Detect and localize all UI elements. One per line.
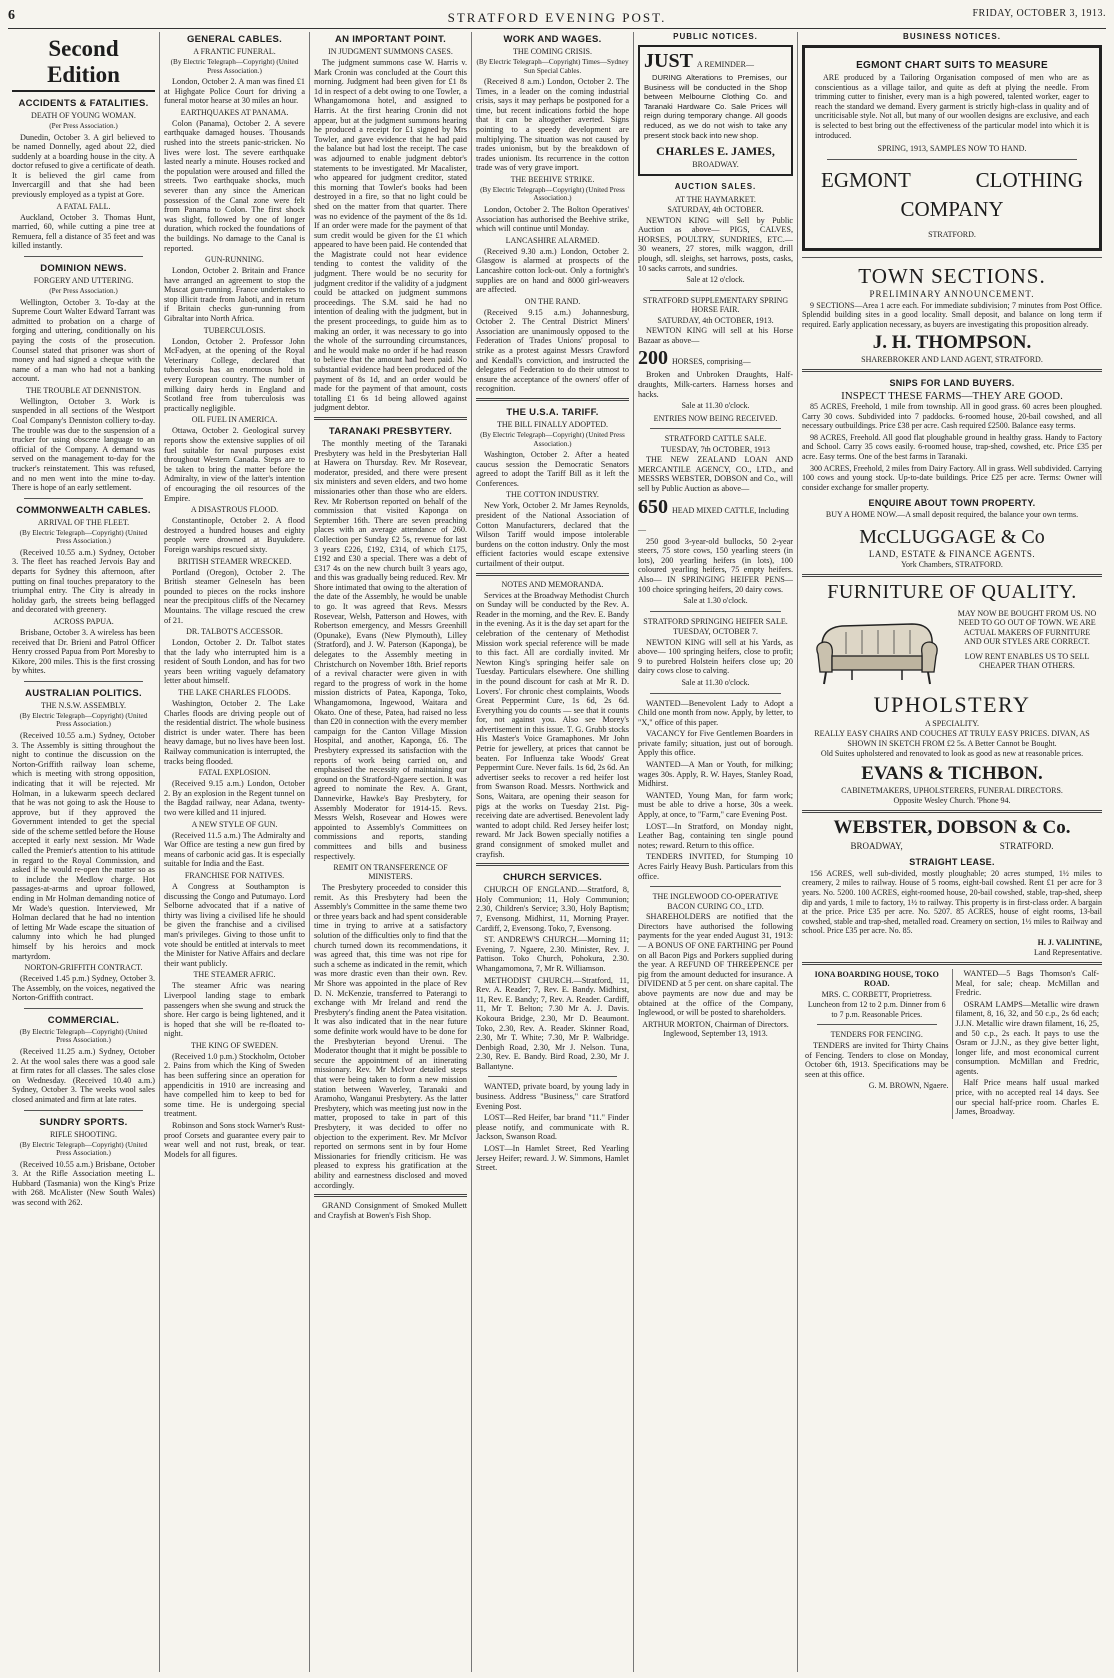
ad-text: SHAREHOLDERS are notified that the Directors have authorised the following payments for the year ended August 31, 1913:— A BONUS OF ONE FARTHING per Pound on all Bacon Pigs and Porkers supplied during the year. A REFUND OF THREEPENCE per pig from the amount deducted for insurance. A DIVIDEND at 5 per cent. on share capital. The above payments are now due and may be obtained at the office of the Company, Inglewood, or will be posted to shareholders. (638, 912, 793, 1018)
ad-heading: AT THE HAYMARKET. (675, 194, 756, 204)
divider (817, 1024, 937, 1025)
classified-ad: WANTED—5 Bags Thomson's Calf-Meal, for sale; cheap. McMillan and Fredric. (955, 968, 1099, 998)
article-text: (Received 10.55 a.m.) Brisbane, October 3. At the Rifle Association meeting L. Hubbard (Tasmania) won the King's Prize with 268. McAlister (New South Wales) was second with 262. (12, 1159, 155, 1207)
masthead (8, 6, 1106, 29)
heading-commercial: COMMERCIAL. (47, 1014, 120, 1026)
ad-text: NEWTON KING will sell at his Yards, as above— 100 springing heifers, close to profit; 9 to purebred Holstein heifers close up; 20 dairy cows close to calving. (638, 637, 793, 676)
company-town: STRATFORD. (928, 229, 976, 239)
ad-title: SNIPS FOR LAND BUYERS. (889, 377, 1015, 388)
article-text: ST. ANDREW'S CHURCH.—Morning 11; Evening, 7. Ngaere, 2.30. Minister, Rev. J. Pattison. Toko Church, Pohokura, 2.30. Whangamomona, 7, Mr R. Williamson. (476, 935, 629, 973)
egmont-name-row (821, 168, 1083, 193)
edition-banner: Second Edition (12, 36, 155, 92)
article-text: Constantinople, October 2. A flood destroyed a hundred houses and eighty people were drowned at Buyukdere. Foreign warships rescued sixty. (164, 516, 305, 554)
heading-sundry: SUNDRY SPORTS. (39, 1116, 128, 1128)
bottom-ads-row (802, 969, 1102, 1119)
webster-street: BROADWAY, (850, 840, 903, 851)
ad-title: UPHOLSTERY (873, 691, 1031, 717)
article-text: (Received 9.30 a.m.) London, October 2. Glasgow is alarmed at prospects of the Lancashire cotton lock-out. Only a fortnight's supplies are on hand and 8000 girl-weavers are affected. (476, 246, 629, 295)
evans-address: Opposite Wesley Church. 'Phone 94. (893, 796, 1011, 806)
source-line: (Per Press Association.) (49, 122, 118, 130)
subheading: THE KING OF SWEDEN. (190, 1040, 279, 1050)
divider (476, 398, 629, 401)
farm-listing: 85 ACRES, Freehold, 1 mile from township. All in good grass. 60 acres been ploughed. Carry 30 cows. Subdivided into 7 paddocks. 6-roomed house, 20-bail cowshed, and all necessary outbuildings. Price £38 per acre. Cash required £2500. Balance easy terms. (802, 401, 1102, 431)
sofa-illustration-panel (802, 608, 952, 690)
article-text: CHURCH OF ENGLAND.—Stratford, 8, Holy Communion; 11, Holy Communion; 2.30, Children's Service; 3.30, Holy Baptism; 7, Evensong. Midhirst, 11, Morning Prayer. Cardiff, 2, Evensong. Toko, 7, Evensong. (476, 885, 629, 933)
ad-text: NEWTON KING will sell at his Horse Bazaar as above— (638, 326, 793, 345)
source-line: (By Electric Telegraph—Copyright) (United Press Association.) (170, 58, 299, 75)
article-text: London, October 2. Dr. Talbot states that the lady who interrupted him is a resident of South London, and has for two years been writing vaguely defamatory letter about himself. (164, 638, 305, 686)
ad-title: ENQUIRE ABOUT TOWN PROPERTY. (868, 498, 1036, 509)
column-6 (798, 32, 1106, 1672)
article-text: (Received 8 a.m.) London, October 2. The Times, in a leader on the coming industrial crisis, says it may perhaps be postponed for a time, but recent indications forbid the hope that it can be altogether averted. Signs pointing to a speedy development are multiplying. The situation was not caused by trades unionism, but by the breakdown of trades unionism. Its recurrence in the cotton trade was of very grave import. (476, 77, 629, 173)
classified-ad: Half Price means half usual marked price, with no accepted real 14 days. See our special half-price room. Charles E. James, Broadway. (955, 1078, 1099, 1117)
mccluggage-name: McCLUGGAGE & Co (859, 525, 1045, 548)
subheading: THE N.S.W. ASSEMBLY. (41, 700, 126, 710)
valintine-title: Land Representative. (1034, 948, 1102, 958)
source-line: (By Electric Telegraph—Copyright) (United Press Association.) (19, 1140, 148, 1158)
source-line: (Per Press Association.) (49, 287, 118, 296)
ad-heading: THE INGLEWOOD CO-OPERATIVE BACON CURING CO., LTD. (652, 892, 779, 911)
page-number: 6 (8, 8, 15, 23)
charles-james-name: CHARLES E. JAMES, (656, 144, 775, 159)
divider (314, 417, 467, 420)
subheading: FRANCHISE FOR NATIVES. (184, 870, 285, 880)
ad-date: TUESDAY, 7th OCTOBER, 1913 (661, 444, 770, 454)
source-line: (By Electric Telegraph—Copyright) (United Press Association.) (19, 528, 148, 546)
ad-text: NEWTON KING will Sell by Public Auction as above— PIGS, CALVES, HORSES, POULTRY, SUNDRIES, ETC.— 30 weaners, 27 stores, milk waggon, drill plough, sdl. sleighs, set harrows, posts, casks, 10 sacks carrots, and sundries. (638, 215, 793, 273)
heading-presbytery: TARANAKI PRESBYTERY. (328, 425, 453, 437)
sofa-illustration (812, 610, 942, 688)
article-text: (Received 11.25 a.m.) Sydney, October 2. At the wool sales there was a good sale at firm rates for all classes. The sales close on Wednesday. (Received 10.40 a.m.) Sydney, October 3. The weeks wool sales closed animated and firm at late rates. (12, 1046, 155, 1104)
ad-signature: ARTHUR MORTON, Chairman of Directors. Inglewood, September 13, 1913. (642, 1019, 789, 1039)
subheading: BRITISH STEAMER WRECKED. (177, 556, 292, 566)
classified-ad: TENDERS INVITED, for Stumping 10 Acres Fairly Heavy Bush. Particulars from this office. (638, 852, 793, 881)
subheading: THE TROUBLE AT DENNISTON. (25, 385, 142, 395)
subheading: DEATH OF YOUNG WOMAN. (31, 111, 136, 120)
ad-date: SATURDAY, 4th OCTOBER, 1913. (657, 315, 774, 325)
bottom-ads-right (953, 969, 1103, 1119)
divider (802, 574, 1102, 577)
divider (802, 369, 1102, 372)
article-text: (Received 1.45 p.m.) Sydney, October 3. The Assembly, on the voices, negatived the Norton-Griffith contract. (12, 974, 155, 1003)
article-text: (Received 10.55 a.m.) Sydney, October 3. The Assembly is sitting throughout the night to continue the discussion on the Norton-Griffith railway loan scheme, which is meeting with strong opposition, indicating that it will be rejected. Mr Holman, in a lukewarm speech declared that he was not going to ask the House to approve, but if they approved the Government intended to get the special side of the scheme settled before the House accepted it early next session. Mr Wade called the Premier's attention to his attitude in regard to the Royal Commission, and asked if he would re-open the matter so as to include the Medlow charge. Hot passages-at-arms and uproar followed, ending in Mr Holman demanding notice of Mr Wade's question. Interviewed, Mr Holman declared that he had no intention of letting Mr Wade escape the situation of calumny into which he had plunged himself by his heroics and mock martyrdom. (12, 730, 155, 961)
divider (488, 1076, 617, 1077)
article-text: Colon (Panama), October 2. A severe earthquake damaged houses. Thousands rushed into the streets panic-stricken. No lives were lost. The severe earthquake lasted nearly a minute. Houses rocked and the population were aroused and filled the streets. Two earthquake shocks, much severer than any since the American possession of the Canal zone were felt from Panama to Colon. The first shock was slight, followed by one of longer duration, which rocked the foundations of the buildings. No damage to the Canal is reported. (164, 118, 305, 253)
subheading: THE COMING CRISIS. (513, 47, 592, 56)
columns (8, 32, 1106, 1672)
divider (802, 257, 1102, 258)
divider (650, 886, 781, 887)
article-text: METHODIST CHURCH.—Stratford, 11, Rev. A. Reader; 7, Rev. E. Bandy. Midhirst, 11, Rev. E. Bandy; 7, Rev. A. Reader. Cardiff, 11, Mr T. Belton; 7.30 Mr A. J. Davis. Kokoura Bridge, 2.30, Mr D. Beaumont. Toko, 2.30, Rev. A. Reader. Skinner Road, 2.30, Mr T. White; 7.30, Mr P. Walbridge. Denbigh Road, 2.30, Mr J. Nelson. Tuna, 2.30, Rev. E. Bandy. Bird Road, 2.30, Mr J. Ballantyne. (476, 975, 629, 1071)
article-text: (Received 1.0 p.m.) Stockholm, October 2. Pains from which the King of Sweden has been suffering since an operation for appendicitis in 1910 are increasing and have compelled him to keep to bed for some time. He is undergoing special treatment. (164, 1051, 305, 1119)
webster-town: STRATFORD. (999, 840, 1054, 851)
divider (650, 693, 781, 694)
heading-accidents: ACCIDENTS & FATALITIES. (18, 98, 149, 109)
classified-ad: LOST—Red Heifer, bar brand "11." Finder please notify, and communicate with R. Jackson, Swanson Road. (476, 1113, 629, 1142)
article-text: The judgment summons case W. Harris v. Mark Cronin was concluded at the Court this morning. Judgment had been given for £1 8s 1d in respect of a debt owing to one Towler, a Whangamomona hotel, and assigned to Harris. At the first hearing Cronin did not appear, but at the judgment summons hearing he produced a receipt for £1 signed by Mrs Towler, and gave evidence that he had paid the balance but had lost the receipt. The case was adjourned to enable judgment debtor's statements to be investigated. Mr Macalister, who appeared for judgment creditor, stated this morning that Towler's books had been destroyed in a fire, so that no light could be shed on the matter from that quarter. There was no evidence of the payment of the 8s 1d. If an order were made for the payment of that sum credit would be given for the £1 which appeared to have been paid. He contended that the Magistrate could not hear evidence tending to contest the validity of the judgment. There would be no security for judgment creditor if the validity of a judgment could be attacked on judgment summons proceedings. The S.M. said he had no intention of dealing with the judgment, but in the present proceedings, to guide him as to making an order, it was necessary to go into the whole of the surrounding circumstances, and he would make no order if he had reason to believe that the amount had been paid. No substantial evidence had been produced of the payment of 8s 1d, and an order would be made for the payment of that amount, costs totalling £1 6s 1d being allowed against judgment debtor. (314, 58, 467, 413)
column-1 (8, 32, 160, 1672)
evans-name: EVANS & TICHBON. (861, 762, 1043, 784)
valintine-name: H. J. VALINTINE, (1037, 937, 1102, 947)
subheading: THE BEEHIVE STRIKE. (510, 174, 595, 184)
ad-time: Sale at 11.30 o'clock. (681, 401, 750, 411)
subheading: EARTHQUAKES AT PANAMA. (180, 107, 289, 117)
subheading: FORGERY AND UTTERING. (33, 276, 134, 286)
column-3 (310, 32, 472, 1672)
company-word: EGMONT (821, 167, 911, 192)
heading-work-wages: WORK AND WAGES. (503, 34, 602, 45)
ad-date: SATURDAY, 4th OCTOBER. (667, 205, 764, 215)
farm-listing: 300 ACRES, Freehold, 2 miles from Dairy Factory. All in grass. Well subdivided. Carrying 100 cows and young stock. Up-to-date buildings. Price £25 per acre. Terms: Owner will consider exchange for smaller property. (802, 463, 1102, 492)
horse-count-label: HORSES, comprising— (672, 357, 751, 367)
fencing-text: TENDERS are invited for Thirty Chains of Fencing. Tenders to close on Monday, October 6th, 1913. Specifications may be seen at this office. (805, 1040, 949, 1079)
subheading: RIFLE SHOOTING. (49, 1129, 118, 1139)
subheading: THE BILL FINALLY ADOPTED. (496, 420, 609, 430)
farm-listing: 98 ACRES, Freehold. All good flat ploughable ground in healthy grass. Handy to Factory and School. Carry 35 cows easily. 6-roomed house, trap-shed, cowshed, etc. Price £35 per acre. Easy terms. One of the best farms in Taranaki. (802, 432, 1102, 461)
article-text: London, October 2. The Bolton Operatives' Association has authorised the Beehive strike, which will continue until Monday. (476, 204, 629, 234)
divider (827, 159, 1077, 160)
article-text: London, October 2. Britain and France have arranged an agreement to stop the Muscat gun-running. France undertakes to stop illicit trade from Jaboti, and in return if Britain checks gun-running from Gibraltar into North Africa. (164, 266, 305, 324)
divider (802, 810, 1102, 813)
subheading: ON THE RAND. (524, 296, 581, 306)
subheading: ACROSS PAPUA. (53, 616, 114, 626)
company-word: CLOTHING (975, 167, 1083, 192)
article-text: Washington, October 2. After a heated caucus session the Democratic Senators agreed to adopt the Tariff Bill as it left the Conferences. (476, 450, 629, 488)
article-text: Wellington, October 3. Work is suspended in all sections of the Westport Coal Company's Denniston colliery to-day. The trouble was due to the suspension of a trucker for using obscene language to an official of the Company. A demand was served on the management to-day for the trucker's reinstatement. This was refused, and no men went into the mine to-day. There is hope of an early settlement. (12, 396, 155, 493)
classified-ad: VACANCY for Five Gentlemen Boarders in private family; situation, just out of borough. Apply this office. (638, 729, 793, 758)
divider (476, 863, 629, 866)
article-text: (Received 10.55 a.m.) Sydney, October 3. The fleet has reached Jervois Bay and departs for Sydney this afternoon, after putting on final touches preparatory to the triumphal entry. The City is already in holiday garb, the streets being beflagged and decorated with greenery. (12, 547, 155, 615)
heading-public-notices: PUBLIC NOTICES. (673, 32, 758, 41)
issue-date: FRIDAY, OCTOBER 3, 1913. (972, 8, 1106, 19)
ad-subtitle: PRELIMINARY ANNOUNCEMENT. (869, 289, 1035, 300)
classified-ad: WANTED—A Man or Youth, for milking; wages 30s. Apply, R. W. Hayes, Stanley Road, Midhirst. (638, 760, 793, 789)
subheading: FATAL EXPLOSION. (198, 768, 271, 778)
horse-count: 200 (638, 347, 668, 370)
entries-notice: ENTRIES NOW BEING RECEIVED. (653, 413, 778, 423)
subheading: A NEW STYLE OF GUN. (191, 819, 278, 829)
subheading: THE COTTON INDUSTRY. (506, 490, 599, 500)
ad-text: Old Suites upholstered and renovated to look as good as new at reasonable prices. (820, 749, 1084, 759)
subheading: NORTON-GRIFFITH CONTRACT. (24, 963, 143, 973)
heading-business-notices: BUSINESS NOTICES. (903, 32, 1001, 41)
ad-text: 250 good 3-year-old bullocks, 50 2-year steers, 75 store cows, 150 yearling steers (in lots), 200 yearling heifers (in lots), 100 coloured yearling heifers, 75 empty heifers. Also— IN SPRINGING HEIFER PENS— 100 choice springing heifers, 20 dairy cows. (638, 536, 793, 594)
subheading: GUN-RUNNING. (205, 255, 264, 265)
divider (476, 573, 629, 576)
heading-church-services: CHURCH SERVICES. (502, 872, 603, 884)
article-text: Wellington, October 3. To-day at the Supreme Court Walter Edward Tarrant was admitted to probation on a charge of forging and uttering, conditionally on his paying the costs of the prosecution. Counsel stated that prisoner was short of money and had signed a cheque with the name of a man who had not a banking account. (12, 297, 155, 384)
subheading: IN JUDGMENT SUMMONS CASES. (328, 47, 453, 56)
ad-subtitle: SPRING, 1913, SAMPLES NOW TO HAND. (877, 144, 1027, 154)
furniture-text-panel (952, 608, 1102, 690)
just-title: JUST (644, 50, 693, 72)
article-text: New York, October 2. Mr James Reynolds, president of the National Association of Cotton Manufacturers, declared that the Wilson Tariff would impose intolerable burdens on the cotton industry. Only the most efficient factories would escape extensive curtailment of their output. (476, 501, 629, 568)
article-text: A Congress at Southampton is discussing the Congo and Putumayo. Lord Selborne advocated that if a native of thirty was living a civilised life he should be given the franchise and a civilised man's privileges. Giving to those unfit to vote should be entitled at intervals to meet the Minister for Native Affairs and declare their want publicly. (164, 881, 305, 968)
divider (650, 428, 781, 429)
ad-text: THE NEW ZEALAND LOAN AND MERCANTILE AGENCY, CO., LTD., and MESSRS WEBSTER, DOBSON and Co., will sell by Public Auction as above— (638, 455, 793, 493)
ad-title: TOWN SECTIONS. (858, 264, 1046, 289)
divider (24, 1110, 143, 1111)
classified-ad: WANTED, private board, by young lady in business. Address "Business," care Stratford Evening Post. (476, 1082, 629, 1111)
classified-ad: WANTED, Young Man, for farm work; must be able to drive a horse, 30s a week. Apply, at once, to "Farm," care Evening Post. (638, 790, 793, 820)
ad-title: EGMONT CHART SUITS TO MEASURE (856, 60, 1048, 71)
newspaper-title: STRATFORD EVENING POST. (447, 10, 667, 25)
iona-title: IONA BOARDING HOUSE, TOKO ROAD. (814, 969, 939, 989)
article-text: Washington, October 2. The Lake Charles floods are driving people out of the residential district. The whole business district is under water. There has been heavy damage, but no lives have been lost. Railway communication is interrupted, the tracks being flooded. (164, 699, 305, 766)
company-word: COMPANY (900, 196, 1004, 221)
iona-text: Luncheon from 12 to 2 p.m. Dinner from 6 to 7 p.m. Reasonable Prices. (807, 1000, 946, 1019)
cattle-count: 650 (638, 495, 668, 518)
article-text: The steamer Afric was nearing Liverpool landing stage to embark passengers when she swung and struck the shore. Her cargo is being lightened, and it is hoped that she will be re-floated to-night. (164, 981, 305, 1039)
divider (802, 962, 1102, 965)
ad-text: MAY NOW BE BOUGHT FROM US. NO NEED TO GO OUT OF TOWN. WE ARE ACTUAL MAKERS OF FURNITURE AND OUR STYLES ARE CORRECT. (957, 608, 1097, 647)
subheading: THE STEAMER AFRIC. (193, 970, 276, 980)
subheading: TUBERCULOSIS. (203, 325, 266, 335)
classified-ad: OSRAM LAMPS—Metallic wire drawn filament, 8, 16, 32, and 50 c.p., 2s 6d each; J.J.N. Metallic wire drawn filament, 16, 25, and 50 c.p., 2s each. It pays to use the Osram or J.J.N., as they give better light, longer life, and most economical current consumption. McMillan and Fredric, agents. (955, 999, 1099, 1076)
ad-heading: STRATFORD SPRINGING HEIFER SALE. (643, 616, 788, 626)
column-2 (160, 32, 310, 1672)
heading-important-point: AN IMPORTANT POINT. (334, 34, 447, 45)
evans-title: CABINETMAKERS, UPHOLSTERERS, FUNERAL DIRECTORS. (841, 785, 1063, 795)
article-text: Ottawa, October 2. Geological survey reports show the extensive supplies of oil fuel suitable for naval purposes exist throughout Western Canada. Steps are to be taken to bring the matter before the Admiralty, in view of the latter's intention of encouraging the oil resources of the Empire. (164, 426, 305, 503)
webster-name: WEBSTER, DOBSON & Co. (833, 816, 1071, 838)
fencing-signature: G. M. BROWN, Ngaere. (868, 1081, 949, 1091)
classified-ad: LOST—In Hamlet Street, Red Yearling Jersey Heifer; reward. J. W. Simmons, Hamlet Street. (476, 1144, 629, 1173)
bottom-ads-left (802, 969, 953, 1119)
ad-time: Sale at 1.30 o'clock. (683, 596, 748, 606)
ad-heading: STRATFORD CATTLE SALE. (664, 434, 767, 444)
subheading: REMIT ON TRANSFERENCE OF MINISTERS. (333, 863, 448, 882)
article-text: London, October 2. Professor John McFadyen, at the opening of the Royal Veterinary College, declared that tuberculosis has an enormous hold in every European country. The number of milking dairy herds in England and Scotland free from tuberculosis was practically negligible. (164, 336, 305, 413)
source-line: (By Electric Telegraph—Copyright) (United Press Association.) (480, 431, 625, 448)
article-text: (Received 9.15 a.m.) London, October 2. By an explosion in the Regent tunnel on the Bagdad railway, near Adana, twenty-two were killed and 11 injured. (164, 779, 305, 817)
ad-subtitle: A SPECIALITY. (924, 718, 980, 728)
column-4 (472, 32, 634, 1672)
advert-text: GRAND Consignment of Smoked Mullett and Crayfish at Bowen's Fish Shop. (314, 1201, 467, 1220)
ad-subtitle: INSPECT THESE FARMS—THEY ARE GOOD. (841, 389, 1063, 402)
ad-title: FURNITURE OF QUALITY. (827, 580, 1077, 603)
source-line: (By Electric Telegraph—Copyright) Times—Sydney Sun Special Cables. (476, 58, 629, 75)
ad-text: ARE produced by a Tailoring Organisation composed of men who are as conscientious as a village tailor, and quite as deft at plying the needle. From trimming cutter to finisher, every man is a high powered, talented worker, eager to reach the standard we demand. Every garment is strictly high-class in quality and of uncriticisable style. Not all, but many of our woollen designs are exclusive, and each is selected to best bring out the effectiveness of the particular model into which it is introduced. (815, 73, 1089, 140)
divider (314, 1194, 467, 1197)
ad-text: 9 SECTIONS—Area 1 acre each. For immediate subdivision; 7 minutes from Post Office. Splendid building sites in a good locality. Small deposit, and balance on long term if required. Early application necessary, as buyers are investigating this proposition already. (802, 300, 1102, 329)
mccluggage-address: York Chambers, STRATFORD. (901, 560, 1003, 570)
subheading: THE LAKE CHARLES FLOODS. (178, 688, 291, 698)
advert-text: Robinson and Sons stock Warner's Rust-proof Corsets and guarantee every pair to wear well and not rust, break, or tear. Models for all figures. (164, 1121, 305, 1159)
heading-auction-sales: AUCTION SALES. (674, 181, 757, 191)
webster-address-row (802, 841, 1102, 851)
egmont-clothing-ad (802, 45, 1102, 251)
just-reminder-ad (638, 45, 793, 176)
heading-politics: AUSTRALIAN POLITICS. (25, 687, 142, 699)
article-text: Dunedin, October 3. A girl believed to be named Donnelly, aged about 22, died suddenly at a boarding house in the city. A doctor refused to give a certificate of death. It is believed the girl came from Invercargill and that she had been previously employed as a typist at Gore. (12, 132, 155, 200)
charles-james-address: BROADWAY. (692, 160, 739, 170)
column-5 (634, 32, 798, 1672)
mccluggage-title: LAND, ESTATE & FINANCE AGENTS. (868, 548, 1036, 559)
article-text: The monthly meeting of the Taranaki Presbytery was held in the Presbyterian Hall at Hawera on Thursday. Rev. Mr Rosevear, moderator, presided, and there were present six ministers and seven elders, and two home missionaries other than those who are elders. Rev. Mr Robertson reported on behalf of the commission that visited Kaponga on September 16th. There are seven preaching places with an average attendance of 260. Collection per Sunday £2 5s, revenue for last 3 years £226, £192, £314, of which £175, £192 and £30 a special. There was a debt of £317 4s on the new church built 3 years ago, and this was gradually being reduced. Rev. Mr Shore intimated that owing to the alteration of the date of the Assembly, he would be unable to go. It was agreed that Revs. Messrs Rosevear, Welsh, Patterson and Howes, with Robertson emergency, and Messrs Greenhill (Opunake), Evans (New Plymouth), Lilley (Stratford), and J. W. Paterson (Kaponga), be delegates to the Assembly meeting in Christchurch on November 18th. Brief reports of a revival character were given in with regard to the progress of work in the home mission districts of Patea, Kaponga, Toko, Whangamomona, Ingewood, Waitara and Okato. One of these, Patea, had raised no less than £20 in connection with the every member campaign for the Canton Village Mission Hospital, and another, Kaponga, £6. The Presbytery expressed its satisfaction with the reports of work being carried on, and emphasised the necessity of maintaining our ground on the Stratford-Ngaere section. It was agreed to nominate the Rev. A. Grant, Dannevirke, Hawke's Bay Presbytery, for Assembly Moderator for 1914-15. Revs. Messrs Welsh, Rosevear and Howes were appointed to Assembly's Committees on commissions and reports, standing committees and bills and business respectively. (314, 438, 467, 861)
heading-general-cables: GENERAL CABLES. (186, 34, 283, 45)
divider (650, 290, 781, 291)
subheading: A FATAL FALL. (56, 201, 111, 211)
heading-commonwealth: COMMONWEALTH CABLES. (16, 504, 151, 516)
lease-listing: 156 ACRES, well sub-divided, mostly ploughable; 20 acres stumped, 1½ miles to creamery, 2 miles to railway. House of 5 rooms, eight-bail cowshed. Rent £1 per acre for 3 years. No. 5200. 100 ACRES, eight-roomed house, 20-bail cowshed, stable, trap-shed, sheep dip and yards, 1 mile to factory, 1½ to railway. This property is in first-class order. A bargain at the price. Price £35 per acre. No. 5207. 85 ACRES, house of eight rooms, 13-bail cowshed, stable and trap-shed, metalled road. Creamery on section, 1½ miles to Railway and school. Price £35 per acre. No. 85. (802, 868, 1102, 936)
ad-text: Broken and Unbroken Draughts, Half-draughts, Milk-carters. Harness horses and hacks. (638, 370, 793, 399)
ad-text: BUY A HOME NOW.—A small deposit required, the balance your own terms. (825, 510, 1079, 520)
ad-time: Sale at 11.30 o'clock. (681, 678, 750, 687)
source-line: (By Electric Telegraph—Copyright) (United Press Association.) (19, 1027, 148, 1045)
furniture-row (802, 608, 1102, 690)
ad-title: STRAIGHT LEASE. (909, 856, 995, 867)
thompson-name: J. H. THOMPSON. (872, 332, 1032, 354)
divider (24, 498, 143, 499)
article-text: (Received 11.5 a.m.) The Admiralty and War Office are testing a new gun fired by means of carbonic acid gas. It is especially suitable for India and the East. (164, 830, 305, 869)
source-line: (By Electric Telegraph—Copyright) (United Press Association.) (480, 185, 625, 203)
subheading: A FRANTIC FUNERAL. (193, 47, 276, 56)
article-text: Services at the Broadway Methodist Church on Sunday will be conducted by the Rev. A. Reader in the morning, and the Rev. E. Bandy in the evening. As it is the day set apart for the celebration of the centenary of Methodist Mission work special reference will be made to this fact. All are cordially invited. Mr Newton King's springing heifer sale on Tuesday. Particulars elsewhere. One shilling in the pound discount for cash at Mr R. D. Lovers'. For chronic chest complaints, Woods Great Peppermint Cure, 1s 6d, 2s 6d. Everything you do counts — see that it counts for, not against you. Also see Morey's advertisement in this issue. T. G. Grubb stocks His Master's Voice Gramaphones. Mr John Petrie for jewellery, at prices that cannot be beaten. For Influenza take Woods' Great Peppermint Cure. Never fails. 1s 6d, 2s 6d. An advertiser seeks to recover a red heifer lost from Swanson Road. Messrs. Northwick and Sons, Waitara, are opening their season for pigs at the works on Tuesday 21st. Pig-receiving date are advertised. Benevolent lady wanted to adopt child. Red Jersey heifer lost; reward. Mr Jack Bowen specially notifies a grand consignment of smoked mullet and crayfish. (476, 590, 629, 859)
article-text: Auckland, October 3. Thomas Hunt, married, 60, while cutting a pine tree at Remuera, fell a distance of 35 feet and was killed instantly. (12, 212, 155, 251)
cattle-count-label: HEAD MIXED CATTLE, Including— (638, 505, 789, 534)
source-line: (By Electric Telegraph—Copyright) (United Press Association.) (19, 711, 148, 729)
heading-tariff: THE U.S.A. TARIFF. (506, 407, 599, 419)
subheading: LANCASHIRE ALARMED. (505, 235, 600, 245)
article-text: Portland (Oregon), October 2. The British steamer Gelneseln has been pounded to pieces on the rocks inshore near the precipitous cliffs of the Necarney Mountains. The village rescued the crew of 21. (164, 567, 305, 625)
subheading: OIL FUEL IN AMERICA. (191, 415, 278, 425)
classified-ad: LOST—In Stratford, on Monday night, Leather Bag, containing ten single pound notes; reward. Return to this office. (638, 821, 793, 850)
ad-date: TUESDAY, OCTOBER 7. (673, 627, 758, 637)
subheading: ARRIVAL OF THE FLEET. (37, 517, 130, 527)
subheading: DR. TALBOT'S ACCESSOR. (186, 627, 283, 637)
heading-dominion: DOMINION NEWS. (40, 263, 127, 275)
article-text: (Received 9.15 a.m.) Johannesburg, October 2. The Central District Miners' Association are unanimously opposed to the Federation of Trades Unions' proposal to strike as a protest against Messrs Crawford and Kendall's conviction, and instructed the delegates of Federation to do their utmost to ensure the acceptance of the owners' offer of recognition. (476, 307, 629, 394)
just-subtitle: A REMINDER— (696, 60, 755, 69)
fencing-title: TENDERS FOR FENCING. (830, 1030, 923, 1040)
subheading: NOTES AND MEMORANDA. (501, 579, 604, 589)
divider (24, 681, 143, 682)
classified-ad: WANTED—Benevolent Lady to Adopt a Child one month from now. Apply, by letter, to "X," office of this paper. (638, 698, 793, 727)
ad-time: Sale at 12 o'clock. (686, 275, 745, 285)
ad-text: DURING Alterations to Premises, our Business will be conducted in the Shop between Melbourne Clothing Co. and Taranaki Hardware Co. Sale Prices will reign during temporary change. All goods reduced, as we do not wish to take any present stock back into new shop. (644, 73, 787, 140)
iona-proprietress: MRS. C. CORBETT, Proprietress. (821, 989, 932, 999)
article-text: The Presbytery proceeded to consider this remit. As this Presbytery had been the Assembly's Committee in the same theme two or three years back and had spent considerable time in trying to arrive at a satisfactory solution of the difficulties only to find that the church turned down its recommendations, it was agreed that, this time was not ripe for such a scheme as indicated in the remit, which was more drastic even than their own. Rev. Mr Shore was appointed in the place of Rev D. N. McKenzie, transferred to Paterangi to exchange with Mr Ireland and rend the Presbytery's finding anent the Patea visitation. It was also indicated that in the near future some definite work would have to be done for the Presbyterian beyond Urenui. The Moderator thought that it might be possible to secure the appointment of an itinerating missionary. Rev. Mr McIvor detailed steps that were being taken to form a new mission station between Waverley, Taranaki and Aramoho, Wanganui Presbytery. As the latter Presbytery, which was meeting just now in the matter, proposed to take in part of this Presbytery, it was decided to offer no objection to the experiment. Rev. Mr McIvor reported on sermons sent in by four Home Missionaries for friendly criticism. He was pleased to express his gratification at the ability and earnestness disclosed and moved accordingly. (314, 883, 467, 1190)
divider (24, 256, 143, 257)
ad-text: LOW RENT ENABLES US TO SELL CHEAPER THAN OTHERS. (964, 651, 1090, 671)
ad-heading: STRATFORD SUPPLEMENTARY SPRING HORSE FAIR. (642, 295, 789, 315)
subheading: A DISASTROUS FLOOD. (190, 505, 279, 515)
thompson-title: SHAREBROKER AND LAND AGENT, STRATFORD. (861, 355, 1043, 365)
ad-text: REALLY EASY CHAIRS AND COUCHES AT TRULY EASY PRICES. DIVAN, AS SHOWN IN SKETCH FROM £2 5s. A Better Cannot be Bought. (814, 729, 1090, 748)
divider (650, 611, 781, 612)
article-text: Brisbane, October 3. A wireless has been received that Dr. Brieni and Patrol Officer Henry crossed Papua from Port Moresby to Kikore, 200 miles. This is the first crossing by whites. (12, 627, 155, 676)
divider (24, 1008, 143, 1009)
article-text: London, October 2. A man was fined £1 at Highgate Police Court for driving a funeral motor hearse at 30 miles an hour. (164, 77, 305, 106)
